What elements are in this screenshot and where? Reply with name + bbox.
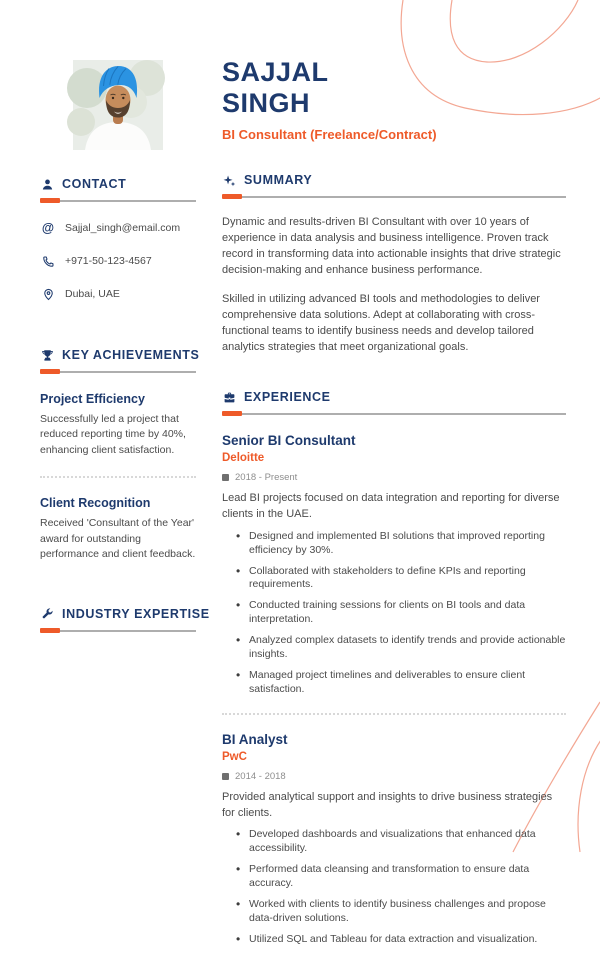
profile-photo-illustration: [73, 60, 163, 150]
summary-heading: SUMMARY: [244, 173, 313, 187]
achievements-header: [40, 348, 200, 362]
job-bullet: • Managed project timelines and deliverables to ensure client satisfaction.: [236, 669, 566, 697]
job-description: Lead BI projects focused on data integration and reporting for diverse clients in the UAE.: [222, 492, 560, 520]
achievement-text: Received 'Consultant of the Year' award for outstanding performance and client feedback.: [40, 517, 196, 561]
candidate-last-name: SINGH: [222, 87, 311, 118]
achievement-title: Project Efficiency: [40, 392, 145, 406]
calendar-icon: [222, 474, 229, 481]
candidate-first-name: SAJJAL: [222, 57, 329, 87]
email-icon: @: [41, 221, 55, 235]
summary-section: [222, 173, 566, 355]
job-bullet-list: [222, 530, 566, 698]
achievements-section: [40, 348, 200, 563]
experience-section: [222, 390, 566, 947]
job-title: BI Analyst: [222, 732, 288, 748]
summary-paragraph: Skilled in utilizing advanced BI tools and methodologies to deliver comprehensive data solutions. Adept at collaborating with cross-functional teams to identify business needs and develop tailored analytics strategies that meet organizational goals.: [222, 293, 540, 354]
section-divider: [222, 411, 566, 416]
contact-item-location: [40, 286, 196, 302]
calendar-icon: [222, 773, 229, 780]
summary-header: [222, 173, 566, 187]
dotted-divider: [222, 713, 566, 715]
candidate-name: [222, 57, 566, 118]
job-company: PwC: [222, 751, 247, 764]
job-bullet: • Designed and implemented BI solutions that improved reporting efficiency by 30%.: [236, 530, 566, 558]
job-title: Senior BI Consultant: [222, 433, 356, 449]
job-bullet-list: [222, 828, 566, 947]
contact-item-email: [40, 220, 196, 236]
sparkles-icon: [222, 173, 236, 187]
section-divider: [222, 194, 566, 199]
job-bullet: • Conducted training sessions for clients on BI tools and data interpretation.: [236, 599, 566, 627]
summary-body: [222, 214, 566, 355]
contact-email-text: Sajjal_singh@email.com: [65, 222, 181, 234]
job-dates-text: 2014 - 2018: [235, 771, 286, 783]
job-bullet: • Collaborated with stakeholders to define KPIs and reporting requirements.: [236, 565, 566, 593]
section-divider: [40, 369, 196, 374]
achievement-item: [40, 496, 196, 562]
briefcase-icon: [222, 390, 236, 404]
contact-location-text: Dubai, UAE: [65, 288, 120, 300]
candidate-title: BI Consultant (Freelance/Contract): [222, 127, 437, 142]
job-entry: [222, 433, 566, 697]
section-divider: [40, 198, 196, 203]
job-description: Provided analytical support and insights to drive business strategies for clients.: [222, 791, 553, 819]
job-company: Deloitte: [222, 452, 265, 465]
sidebar: [40, 60, 210, 633]
section-divider: [40, 628, 196, 633]
contact-item-phone: [40, 253, 196, 269]
job-bullet: • Analyzed complex datasets to identify trends and provide actionable insights.: [236, 634, 566, 662]
trophy-icon: [40, 348, 54, 362]
job-bullet: • Worked with clients to identify business challenges and propose data-driven solutions.: [236, 898, 566, 926]
main-column: [222, 57, 566, 954]
job-bullet: • Utilized SQL and Tableau for data extraction and visualization.: [236, 933, 566, 947]
dotted-divider: [40, 476, 196, 478]
experience-heading: EXPERIENCE: [244, 390, 331, 405]
experience-header: [222, 390, 566, 404]
summary-paragraph: Dynamic and results-driven BI Consultant with over 10 years of experience in data analysis and business intelligence. Proven track record in transforming data into actionable insights that drive strategic decision-making and enhance business performance.: [222, 216, 561, 277]
expertise-heading: INDUSTRY EXPERTISE: [62, 606, 210, 621]
person-icon: [40, 177, 54, 191]
achievement-text: Successfully led a project that reduced reporting time by 40%, enhancing client satisfaction.: [40, 413, 186, 456]
phone-icon: [40, 253, 56, 269]
job-dates: [222, 472, 566, 483]
contact-section: [40, 177, 196, 302]
contact-heading: CONTACT: [62, 177, 127, 191]
job-dates: [222, 771, 566, 782]
expertise-header: [40, 606, 210, 621]
job-bullet: • Developed dashboards and visualizations that enhanced data accessibility.: [236, 828, 566, 856]
contact-header: [40, 177, 196, 191]
achievements-heading: KEY ACHIEVEMENTS: [62, 348, 200, 362]
expertise-section: [40, 606, 210, 633]
achievement-item: [40, 392, 196, 458]
contact-phone-text: +971-50-123-4567: [65, 255, 152, 267]
job-bullet: • Performed data cleansing and transformation to ensure data accuracy.: [236, 863, 566, 891]
profile-photo: [73, 60, 163, 150]
job-entry: [222, 732, 566, 947]
location-icon: [40, 286, 56, 302]
wrench-icon: [40, 607, 54, 621]
job-dates-text: 2018 - Present: [235, 472, 298, 484]
achievement-title: Client Recognition: [40, 496, 151, 511]
